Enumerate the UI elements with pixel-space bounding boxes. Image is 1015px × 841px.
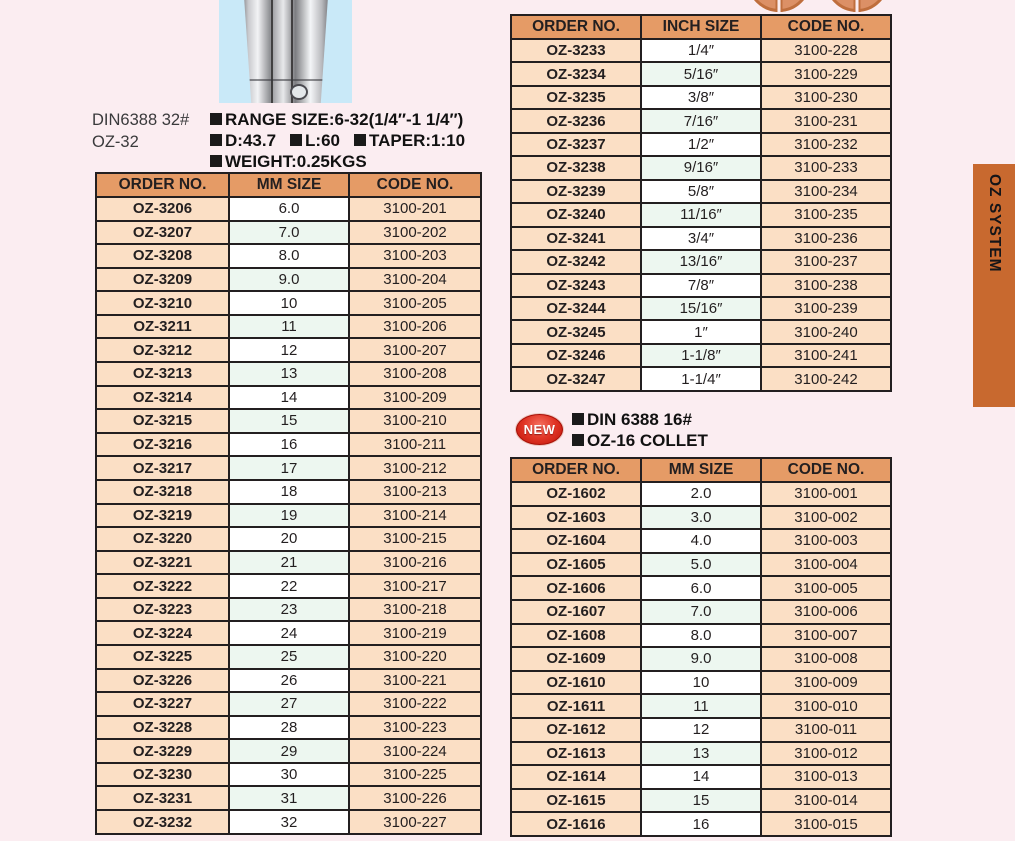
column-header: ORDER NO. [96, 173, 229, 197]
code-no-cell: 3100-229 [761, 62, 891, 85]
code-no-cell: 3100-011 [761, 718, 891, 742]
order-no-cell: OZ-3246 [511, 344, 641, 367]
order-no-cell: OZ-3237 [511, 133, 641, 156]
spec-line [210, 130, 465, 151]
table-row [96, 433, 481, 457]
order-no-cell: OZ-3213 [96, 362, 229, 386]
mm-size-table-oz16-wrap [510, 457, 890, 837]
collet-photo [219, 0, 352, 103]
code-no-cell: 3100-008 [761, 647, 891, 671]
size-cell: 1/2″ [641, 133, 761, 156]
square-bullet-icon [572, 434, 584, 446]
code-no-cell: 3100-233 [761, 156, 891, 179]
size-cell: 3.0 [641, 506, 761, 530]
table-row [96, 551, 481, 575]
order-no-cell: OZ-1604 [511, 529, 641, 553]
table-header-row [511, 15, 891, 39]
size-cell: 3/4″ [641, 227, 761, 250]
spec-line [572, 430, 708, 451]
size-cell: 24 [229, 621, 349, 645]
size-cell: 16 [229, 433, 349, 457]
table-row [96, 480, 481, 504]
table-row [511, 789, 891, 813]
order-no-cell: OZ-3208 [96, 244, 229, 268]
size-cell: 8.0 [641, 624, 761, 648]
code-no-cell: 3100-240 [761, 320, 891, 343]
table-row [511, 765, 891, 789]
order-no-cell: OZ-3232 [96, 810, 229, 834]
size-cell: 3/8″ [641, 86, 761, 109]
model-label-block [92, 109, 189, 153]
order-no-cell: OZ-3206 [96, 197, 229, 221]
spec-item [572, 431, 708, 450]
order-no-cell: OZ-3209 [96, 268, 229, 292]
collet-ring-icon [747, 0, 811, 12]
table-row [96, 716, 481, 740]
order-no-cell: OZ-3245 [511, 320, 641, 343]
table-row [96, 810, 481, 834]
table-row [511, 297, 891, 320]
code-no-cell: 3100-234 [761, 180, 891, 203]
order-no-cell: OZ-3215 [96, 409, 229, 433]
order-no-cell: OZ-3210 [96, 291, 229, 315]
order-no-cell: OZ-3240 [511, 203, 641, 226]
code-no-cell: 3100-232 [761, 133, 891, 156]
spec-item [290, 131, 340, 150]
order-no-cell: OZ-3227 [96, 692, 229, 716]
table-row [511, 39, 891, 62]
table-row [511, 156, 891, 179]
order-no-cell: OZ-3216 [96, 433, 229, 457]
order-no-cell: OZ-1606 [511, 576, 641, 600]
code-no-cell: 3100-235 [761, 203, 891, 226]
code-no-cell: 3100-004 [761, 553, 891, 577]
spec-text: RANGE SIZE:6-32(1/4″-1 1/4″) [225, 110, 464, 129]
size-cell: 7/16″ [641, 109, 761, 132]
table-row [96, 504, 481, 528]
order-no-cell: OZ-3223 [96, 598, 229, 622]
order-no-cell: OZ-3244 [511, 297, 641, 320]
code-no-cell: 3100-221 [349, 669, 481, 693]
square-bullet-icon [210, 134, 222, 146]
order-no-cell: OZ-3219 [96, 504, 229, 528]
order-no-cell: OZ-3225 [96, 645, 229, 669]
table-row [511, 624, 891, 648]
order-no-cell: OZ-3236 [511, 109, 641, 132]
size-cell: 1/4″ [641, 39, 761, 62]
table-row [96, 386, 481, 410]
order-no-cell: OZ-3217 [96, 456, 229, 480]
size-cell: 18 [229, 480, 349, 504]
size-cell: 7.0 [641, 600, 761, 624]
table-row [511, 529, 891, 553]
order-no-cell: OZ-3224 [96, 621, 229, 645]
size-cell: 19 [229, 504, 349, 528]
table-row [96, 409, 481, 433]
order-no-cell: OZ-3214 [96, 386, 229, 410]
column-header: CODE NO. [761, 458, 891, 482]
order-no-cell: OZ-3221 [96, 551, 229, 575]
model-standard: DIN6388 32# [92, 111, 190, 129]
table-row [96, 527, 481, 551]
size-cell: 13/16″ [641, 250, 761, 273]
size-cell: 10 [229, 291, 349, 315]
size-cell: 30 [229, 763, 349, 787]
order-no-cell: OZ-3247 [511, 367, 641, 391]
code-no-cell: 3100-009 [761, 671, 891, 695]
code-no-cell: 3100-003 [761, 529, 891, 553]
order-no-cell: OZ-1602 [511, 482, 641, 506]
size-cell: 16 [641, 812, 761, 836]
code-no-cell: 3100-241 [761, 344, 891, 367]
size-cell: 12 [641, 718, 761, 742]
order-no-cell: OZ-1603 [511, 506, 641, 530]
size-cell: 5/16″ [641, 62, 761, 85]
spec-item [572, 410, 692, 429]
table-row [96, 197, 481, 221]
table-row [96, 315, 481, 339]
code-no-cell: 3100-013 [761, 765, 891, 789]
order-no-cell: OZ-1605 [511, 553, 641, 577]
mm-size-table-oz16 [510, 457, 892, 837]
code-no-cell: 3100-211 [349, 433, 481, 457]
order-no-cell: OZ-3235 [511, 86, 641, 109]
order-no-cell: OZ-3211 [96, 315, 229, 339]
new-product-headline [572, 409, 708, 451]
inch-size-table-oz32-wrap [510, 14, 890, 392]
size-cell: 31 [229, 786, 349, 810]
spec-item [210, 152, 367, 171]
code-no-cell: 3100-225 [349, 763, 481, 787]
order-no-cell: OZ-3218 [96, 480, 229, 504]
size-cell: 2.0 [641, 482, 761, 506]
size-cell: 7.0 [229, 221, 349, 245]
table-row [96, 456, 481, 480]
size-cell: 11 [229, 315, 349, 339]
column-header: INCH SIZE [641, 15, 761, 39]
spec-item [210, 110, 463, 129]
order-no-cell: OZ-3207 [96, 221, 229, 245]
table-row [96, 786, 481, 810]
spec-text: WEIGHT:0.25KGS [225, 152, 367, 171]
size-cell: 8.0 [229, 244, 349, 268]
table-row [96, 645, 481, 669]
size-cell: 6.0 [229, 197, 349, 221]
size-cell: 9/16″ [641, 156, 761, 179]
code-no-cell: 3100-237 [761, 250, 891, 273]
table-row [96, 291, 481, 315]
order-no-cell: OZ-1614 [511, 765, 641, 789]
size-cell: 23 [229, 598, 349, 622]
size-cell: 32 [229, 810, 349, 834]
code-no-cell: 3100-216 [349, 551, 481, 575]
table-row [511, 671, 891, 695]
code-no-cell: 3100-219 [349, 621, 481, 645]
spec-line [572, 409, 708, 430]
size-cell: 11 [641, 694, 761, 718]
code-no-cell: 3100-236 [761, 227, 891, 250]
column-header: CODE NO. [349, 173, 481, 197]
spec-list [210, 109, 465, 172]
code-no-cell: 3100-226 [349, 786, 481, 810]
code-no-cell: 3100-231 [761, 109, 891, 132]
code-no-cell: 3100-228 [761, 39, 891, 62]
table-row [511, 482, 891, 506]
size-cell: 14 [229, 386, 349, 410]
size-cell: 1″ [641, 320, 761, 343]
mm-size-table-oz32-wrap [95, 172, 480, 835]
order-no-cell: OZ-3238 [511, 156, 641, 179]
table-header-row [96, 173, 481, 197]
size-cell: 29 [229, 739, 349, 763]
code-no-cell: 3100-223 [349, 716, 481, 740]
size-cell: 9.0 [641, 647, 761, 671]
size-cell: 5.0 [641, 553, 761, 577]
code-no-cell: 3100-217 [349, 574, 481, 598]
order-no-cell: OZ-1608 [511, 624, 641, 648]
size-cell: 28 [229, 716, 349, 740]
code-no-cell: 3100-215 [349, 527, 481, 551]
order-no-cell: OZ-1612 [511, 718, 641, 742]
model-name: OZ-32 [92, 133, 139, 151]
code-no-cell: 3100-006 [761, 600, 891, 624]
size-cell: 13 [641, 742, 761, 766]
order-no-cell: OZ-1615 [511, 789, 641, 813]
table-row [96, 574, 481, 598]
size-cell: 12 [229, 338, 349, 362]
code-no-cell: 3100-207 [349, 338, 481, 362]
spec-line [210, 151, 465, 172]
size-cell: 15 [641, 789, 761, 813]
ring-slot [854, 0, 861, 12]
table-header-row [511, 458, 891, 482]
code-no-cell: 3100-222 [349, 692, 481, 716]
square-bullet-icon [572, 413, 584, 425]
table-row [96, 338, 481, 362]
code-no-cell: 3100-206 [349, 315, 481, 339]
code-no-cell: 3100-242 [761, 367, 891, 391]
column-header: MM SIZE [641, 458, 761, 482]
table-row [511, 742, 891, 766]
size-cell: 21 [229, 551, 349, 575]
size-cell: 22 [229, 574, 349, 598]
code-no-cell: 3100-014 [761, 789, 891, 813]
code-no-cell: 3100-239 [761, 297, 891, 320]
order-no-cell: OZ-3220 [96, 527, 229, 551]
code-no-cell: 3100-203 [349, 244, 481, 268]
order-no-cell: OZ-3233 [511, 39, 641, 62]
table-row [511, 367, 891, 391]
size-cell: 6.0 [641, 576, 761, 600]
table-row [511, 62, 891, 85]
collet-ring-icon [825, 0, 889, 12]
code-no-cell: 3100-218 [349, 598, 481, 622]
table-row [96, 362, 481, 386]
order-no-cell: OZ-3226 [96, 669, 229, 693]
code-no-cell: 3100-002 [761, 506, 891, 530]
table-row [511, 344, 891, 367]
size-cell: 1-1/4″ [641, 367, 761, 391]
code-no-cell: 3100-209 [349, 386, 481, 410]
column-header: MM SIZE [229, 173, 349, 197]
order-no-cell: OZ-3230 [96, 763, 229, 787]
code-no-cell: 3100-227 [349, 810, 481, 834]
collet-slit [271, 0, 273, 103]
size-cell: 25 [229, 645, 349, 669]
order-no-cell: OZ-1613 [511, 742, 641, 766]
size-cell: 27 [229, 692, 349, 716]
table-row [511, 203, 891, 226]
code-no-cell: 3100-214 [349, 504, 481, 528]
table-row [511, 86, 891, 109]
table-row [511, 320, 891, 343]
code-no-cell: 3100-005 [761, 576, 891, 600]
order-no-cell: OZ-3241 [511, 227, 641, 250]
table-row [511, 553, 891, 577]
code-no-cell: 3100-224 [349, 739, 481, 763]
collet-body-image [239, 0, 333, 103]
code-no-cell: 3100-007 [761, 624, 891, 648]
table-row [511, 506, 891, 530]
code-no-cell: 3100-238 [761, 274, 891, 297]
spec-text: L:60 [305, 131, 340, 150]
code-no-cell: 3100-230 [761, 86, 891, 109]
table-row [511, 600, 891, 624]
code-no-cell: 3100-202 [349, 221, 481, 245]
size-cell: 20 [229, 527, 349, 551]
size-cell: 15/16″ [641, 297, 761, 320]
size-cell: 1-1/8″ [641, 344, 761, 367]
size-cell: 7/8″ [641, 274, 761, 297]
order-no-cell: OZ-3239 [511, 180, 641, 203]
square-bullet-icon [354, 134, 366, 146]
spec-text: OZ-16 COLLET [587, 431, 708, 450]
size-cell: 9.0 [229, 268, 349, 292]
order-no-cell: OZ-3242 [511, 250, 641, 273]
order-no-cell: OZ-3229 [96, 739, 229, 763]
section-tab-oz-system [973, 164, 1015, 407]
code-no-cell: 3100-213 [349, 480, 481, 504]
collet-hole [292, 86, 306, 98]
code-no-cell: 3100-205 [349, 291, 481, 315]
table-row [96, 621, 481, 645]
order-no-cell: OZ-1611 [511, 694, 641, 718]
spec-item [354, 131, 465, 150]
order-no-cell: OZ-3212 [96, 338, 229, 362]
size-cell: 5/8″ [641, 180, 761, 203]
section-tab-label: OZ SYSTEM [986, 174, 1003, 273]
code-no-cell: 3100-015 [761, 812, 891, 836]
table-row [511, 250, 891, 273]
ring-slot [776, 0, 783, 12]
table-row [511, 227, 891, 250]
table-row [511, 718, 891, 742]
order-no-cell: OZ-3243 [511, 274, 641, 297]
square-bullet-icon [210, 113, 222, 125]
code-no-cell: 3100-212 [349, 456, 481, 480]
size-cell: 13 [229, 362, 349, 386]
column-header: ORDER NO. [511, 458, 641, 482]
order-no-cell: OZ-1610 [511, 671, 641, 695]
table-row [511, 647, 891, 671]
table-row [511, 133, 891, 156]
square-bullet-icon [290, 134, 302, 146]
table-row [511, 274, 891, 297]
table-row [96, 669, 481, 693]
new-badge: NEW [516, 414, 563, 445]
column-header: CODE NO. [761, 15, 891, 39]
square-bullet-icon [210, 155, 222, 167]
size-cell: 4.0 [641, 529, 761, 553]
size-cell: 15 [229, 409, 349, 433]
table-row [511, 109, 891, 132]
code-no-cell: 3100-210 [349, 409, 481, 433]
size-cell: 11/16″ [641, 203, 761, 226]
code-no-cell: 3100-201 [349, 197, 481, 221]
code-no-cell: 3100-220 [349, 645, 481, 669]
table-row [96, 598, 481, 622]
code-no-cell: 3100-204 [349, 268, 481, 292]
size-cell: 14 [641, 765, 761, 789]
spec-line [210, 109, 465, 130]
size-cell: 10 [641, 671, 761, 695]
size-cell: 26 [229, 669, 349, 693]
code-no-cell: 3100-012 [761, 742, 891, 766]
spec-text: TAPER:1:10 [369, 131, 466, 150]
code-no-cell: 3100-001 [761, 482, 891, 506]
table-row [96, 268, 481, 292]
order-no-cell: OZ-3228 [96, 716, 229, 740]
code-no-cell: 3100-208 [349, 362, 481, 386]
spec-text: D:43.7 [225, 131, 277, 150]
table-row [511, 812, 891, 836]
order-no-cell: OZ-3231 [96, 786, 229, 810]
table-row [96, 763, 481, 787]
table-row [96, 221, 481, 245]
table-row [96, 244, 481, 268]
order-no-cell: OZ-3222 [96, 574, 229, 598]
table-row [96, 739, 481, 763]
size-cell: 17 [229, 456, 349, 480]
order-no-cell: OZ-1609 [511, 647, 641, 671]
table-row [511, 694, 891, 718]
spec-item [210, 131, 276, 150]
order-no-cell: OZ-3234 [511, 62, 641, 85]
order-no-cell: OZ-1616 [511, 812, 641, 836]
spec-text: DIN 6388 16# [587, 410, 692, 429]
table-row [511, 180, 891, 203]
table-row [511, 576, 891, 600]
order-no-cell: OZ-1607 [511, 600, 641, 624]
inch-size-table-oz32 [510, 14, 892, 392]
mm-size-table-oz32 [95, 172, 482, 835]
table-row [96, 692, 481, 716]
column-header: ORDER NO. [511, 15, 641, 39]
collet-band [245, 79, 328, 81]
code-no-cell: 3100-010 [761, 694, 891, 718]
